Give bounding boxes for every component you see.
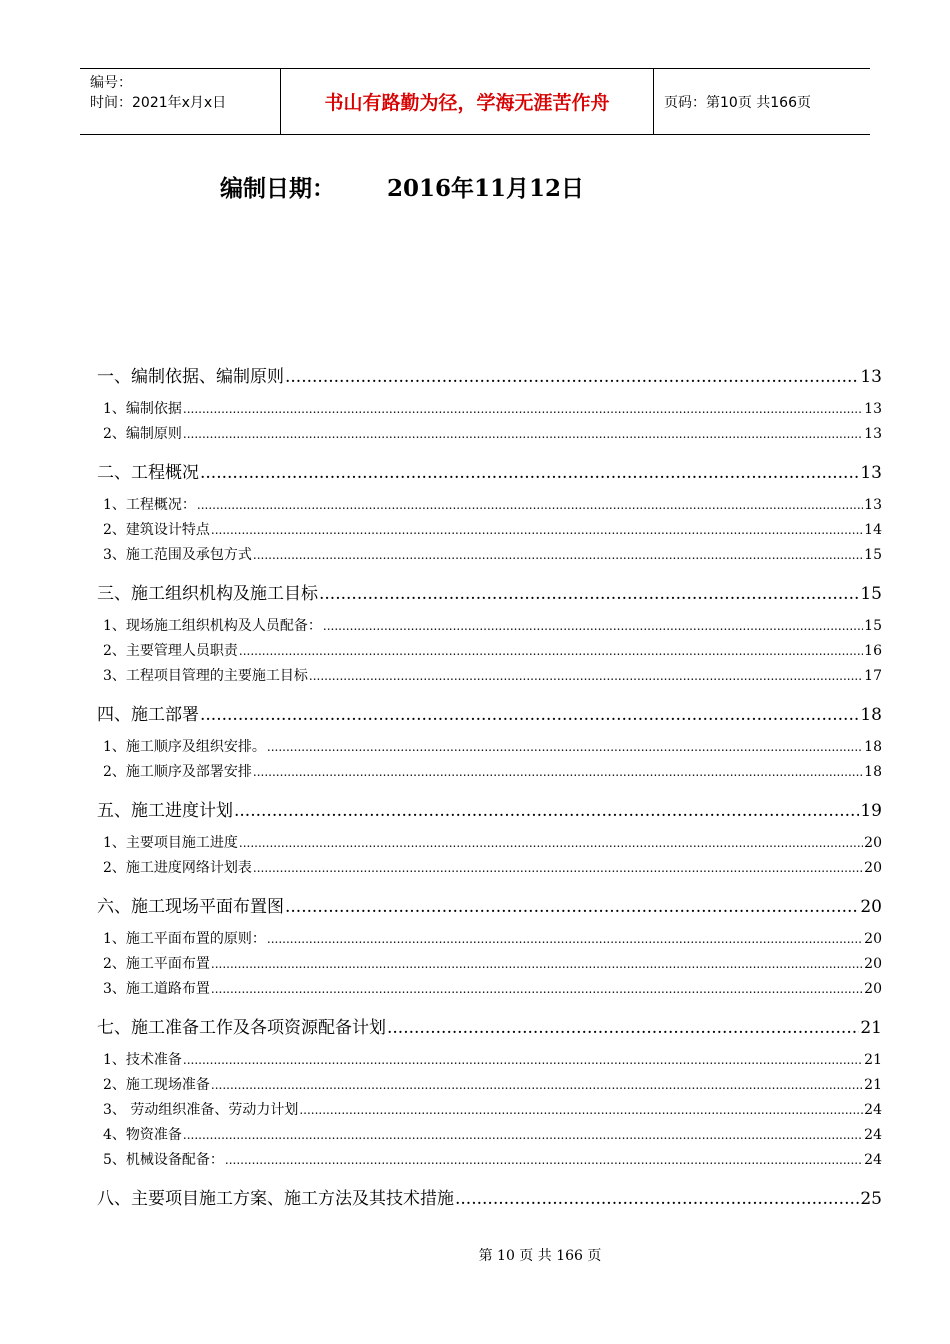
toc-item-page: 24 bbox=[864, 1102, 882, 1118]
toc-item-title: 4、物资准备 bbox=[103, 1127, 182, 1143]
toc-item-page: 14 bbox=[864, 522, 882, 538]
toc-leader bbox=[211, 523, 863, 537]
header-page-info: 页码：第10页 共166页 bbox=[664, 94, 811, 111]
toc-section-page: 13 bbox=[860, 367, 882, 387]
toc-item[interactable] bbox=[97, 1124, 882, 1149]
toc-leader bbox=[285, 897, 859, 917]
toc-item-page: 21 bbox=[864, 1052, 882, 1068]
toc-leader bbox=[319, 584, 859, 604]
toc-leader bbox=[285, 367, 859, 387]
header-meta bbox=[80, 69, 281, 134]
toc-section-page: 19 bbox=[860, 801, 882, 821]
toc-leader bbox=[387, 1018, 859, 1038]
toc-leader bbox=[200, 705, 859, 725]
toc-item[interactable] bbox=[97, 494, 882, 519]
toc-section[interactable] bbox=[97, 700, 882, 726]
toc-item[interactable] bbox=[97, 1049, 882, 1074]
toc-item[interactable] bbox=[97, 857, 882, 882]
toc-leader bbox=[225, 1153, 863, 1167]
toc-leader bbox=[323, 619, 863, 633]
toc-item-title: 3、施工道路布置 bbox=[103, 981, 210, 997]
toc-section-page: 13 bbox=[860, 463, 882, 483]
header-motto: 书山有路勤为径，学海无涯苦作舟 bbox=[281, 69, 654, 134]
toc-section-page: 21 bbox=[860, 1018, 882, 1038]
toc-item-title: 3、 劳动组织准备、劳动力计划 bbox=[103, 1102, 299, 1118]
toc-section[interactable] bbox=[97, 1013, 882, 1039]
table-of-contents bbox=[97, 360, 882, 1220]
toc-item-page: 20 bbox=[864, 835, 882, 851]
toc-item-title: 1、技术准备 bbox=[103, 1052, 182, 1068]
toc-section[interactable] bbox=[97, 579, 882, 605]
toc-leader bbox=[197, 498, 863, 512]
toc-leader bbox=[267, 932, 863, 946]
toc-item-page: 20 bbox=[864, 931, 882, 947]
toc-section-title: 七、施工准备工作及各项资源配备计划 bbox=[97, 1018, 386, 1038]
toc-item[interactable] bbox=[97, 519, 882, 544]
toc-leader bbox=[239, 644, 863, 658]
toc-item[interactable] bbox=[97, 928, 882, 953]
toc-section-title: 一、编制依据、编制原则 bbox=[97, 367, 284, 387]
toc-item[interactable] bbox=[97, 978, 882, 1003]
toc-item[interactable] bbox=[97, 615, 882, 640]
toc-item[interactable] bbox=[97, 953, 882, 978]
toc-section-page: 25 bbox=[860, 1189, 882, 1209]
toc-item-page: 13 bbox=[864, 401, 882, 417]
toc-item-page: 20 bbox=[864, 860, 882, 876]
toc-section[interactable] bbox=[97, 362, 882, 388]
toc-leader bbox=[455, 1189, 859, 1209]
toc-item-title: 2、施工进度网络计划表 bbox=[103, 860, 252, 876]
toc-section-title: 四、施工部署 bbox=[97, 705, 199, 725]
toc-item-title: 5、机械设备配备： bbox=[103, 1152, 224, 1168]
toc-item[interactable] bbox=[97, 1099, 882, 1124]
toc-leader bbox=[211, 957, 863, 971]
toc-item-title: 1、编制依据 bbox=[103, 401, 182, 417]
toc-item[interactable] bbox=[97, 761, 882, 786]
toc-item-page: 13 bbox=[864, 497, 882, 513]
toc-item-page: 20 bbox=[864, 981, 882, 997]
toc-leader bbox=[183, 1053, 863, 1067]
toc-item-page: 18 bbox=[864, 764, 882, 780]
toc-leader bbox=[211, 982, 863, 996]
toc-leader bbox=[183, 427, 863, 441]
toc-section-title: 六、施工现场平面布置图 bbox=[97, 897, 284, 917]
toc-item-title: 1、施工顺序及组织安排。 bbox=[103, 739, 266, 755]
toc-item-page: 18 bbox=[864, 739, 882, 755]
toc-item[interactable] bbox=[97, 423, 882, 448]
toc-item-title: 3、施工范围及承包方式 bbox=[103, 547, 252, 563]
toc-item-title: 3、工程项目管理的主要施工目标 bbox=[103, 668, 308, 684]
toc-leader bbox=[309, 669, 863, 683]
page-footer: 第 10 页 共 166 页 bbox=[478, 1248, 602, 1264]
toc-section-page: 20 bbox=[860, 897, 882, 917]
toc-section-title: 八、主要项目施工方案、施工方法及其技术措施 bbox=[97, 1189, 454, 1209]
toc-item-title: 1、现场施工组织机构及人员配备： bbox=[103, 618, 322, 634]
toc-section-page: 18 bbox=[860, 705, 882, 725]
toc-item-title: 1、工程概况： bbox=[103, 497, 196, 513]
toc-leader bbox=[299, 1103, 863, 1117]
toc-item-page: 16 bbox=[864, 643, 882, 659]
toc-section[interactable] bbox=[97, 892, 882, 918]
page-header bbox=[80, 68, 870, 135]
toc-item[interactable] bbox=[97, 832, 882, 857]
toc-item-page: 24 bbox=[864, 1152, 882, 1168]
toc-item[interactable] bbox=[97, 1074, 882, 1099]
toc-item-title: 2、施工现场准备 bbox=[103, 1077, 210, 1093]
time-label: 时间：2021年x月x日 bbox=[90, 95, 227, 111]
toc-item[interactable] bbox=[97, 640, 882, 665]
toc-section-page: 15 bbox=[860, 584, 882, 604]
toc-item-page: 15 bbox=[864, 618, 882, 634]
toc-item-title: 2、施工顺序及部署安排 bbox=[103, 764, 252, 780]
toc-item-title: 1、施工平面布置的原则： bbox=[103, 931, 266, 947]
toc-item-page: 21 bbox=[864, 1077, 882, 1093]
compile-date-label: 编制日期： bbox=[220, 176, 335, 202]
toc-leader bbox=[183, 402, 863, 416]
toc-section-title: 三、施工组织机构及施工目标 bbox=[97, 584, 318, 604]
toc-item-title: 2、编制原则 bbox=[103, 426, 182, 442]
toc-item[interactable] bbox=[97, 1149, 882, 1174]
toc-item-title: 1、主要项目施工进度 bbox=[103, 835, 238, 851]
toc-leader bbox=[239, 836, 863, 850]
toc-item-title: 2、施工平面布置 bbox=[103, 956, 210, 972]
toc-item[interactable] bbox=[97, 544, 882, 569]
toc-leader bbox=[253, 765, 863, 779]
toc-item[interactable] bbox=[97, 665, 882, 690]
toc-leader bbox=[253, 548, 863, 562]
toc-item[interactable] bbox=[97, 398, 882, 423]
toc-item-page: 17 bbox=[864, 668, 882, 684]
toc-section[interactable] bbox=[97, 458, 882, 484]
toc-section[interactable] bbox=[97, 1184, 882, 1210]
compile-date bbox=[220, 170, 584, 203]
compile-date-value: 2016年11月12日 bbox=[387, 175, 585, 202]
toc-item[interactable] bbox=[97, 736, 882, 761]
toc-item-page: 20 bbox=[864, 956, 882, 972]
toc-section-title: 五、施工进度计划 bbox=[97, 801, 233, 821]
toc-leader bbox=[253, 861, 863, 875]
toc-item-title: 2、建筑设计特点 bbox=[103, 522, 210, 538]
toc-item-page: 13 bbox=[864, 426, 882, 442]
toc-leader bbox=[211, 1078, 863, 1092]
toc-leader bbox=[267, 740, 863, 754]
toc-item-page: 15 bbox=[864, 547, 882, 563]
toc-leader bbox=[183, 1128, 863, 1142]
toc-leader bbox=[234, 801, 859, 821]
toc-section[interactable] bbox=[97, 796, 882, 822]
toc-item-page: 24 bbox=[864, 1127, 882, 1143]
toc-leader bbox=[200, 463, 859, 483]
toc-section-title: 二、工程概况 bbox=[97, 463, 199, 483]
toc-item-title: 2、主要管理人员职责 bbox=[103, 643, 238, 659]
number-label: 编号： bbox=[90, 75, 132, 91]
